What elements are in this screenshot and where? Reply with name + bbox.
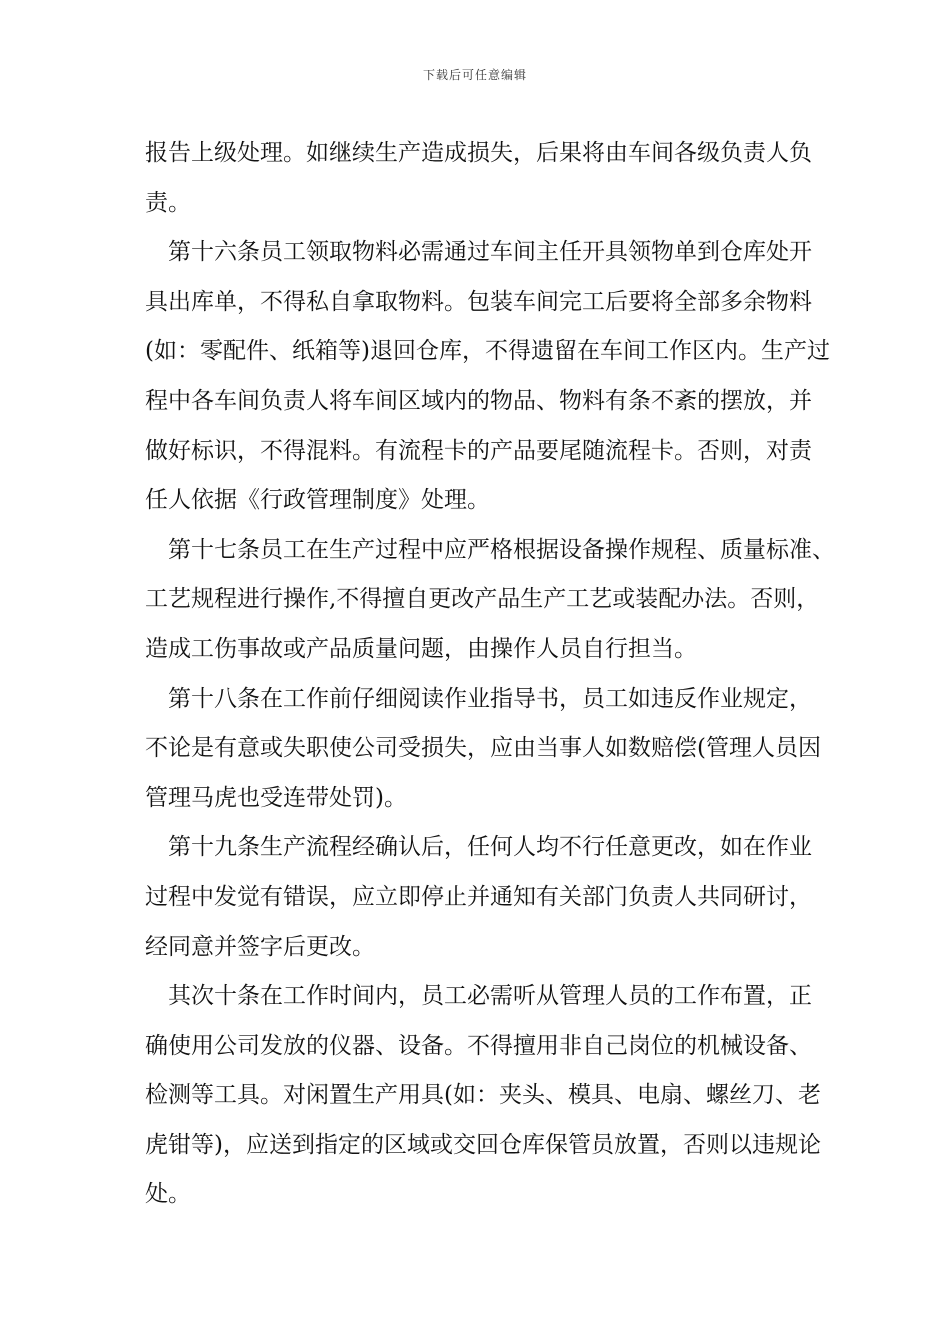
page-header: 下载后可任意编辑 <box>422 68 527 82</box>
text-line: 第十七条员工在生产过程中应严格根据设备操作规程、质量标准、 <box>168 536 835 563</box>
text-line: 不论是有意或失职使公司受损失，应由当事人如数赔偿(管理人员因 <box>145 735 821 762</box>
text-line: 第十八条在工作前仔细阅读作业指导书，员工如违反作业规定， <box>168 685 812 712</box>
text-line: 做好标识，不得混料。有流程卡的产品要尾随流程卡。否则，对责 <box>145 437 812 464</box>
document-body <box>145 129 835 1220</box>
text-line: 处。 <box>145 1181 191 1208</box>
text-line: (如：零配件、纸箱等)退回仓库，不得遗留在车间工作区内。生产过 <box>145 338 830 365</box>
text-line: 检测等工具。对闲置生产用具(如：夹头、模具、电扇、螺丝刀、老 <box>145 1082 821 1109</box>
text-line: 报告上级处理。如继续生产造成损失，后果将由车间各级负责人负 <box>145 140 812 166</box>
text-line: 第十六条员工领取物料必需通过车间主任开具领物单到仓库处开 <box>168 239 812 266</box>
text-line: 第十九条生产流程经确认后，任何人均不行任意更改，如在作业 <box>168 834 812 861</box>
text-line: 虎钳等)，应送到指定的区域或交回仓库保管员放置，否则以违规论 <box>145 1131 821 1158</box>
text-line: 过程中发觉有错误，应立即停止并通知有关部门负责人共同研讨， <box>145 883 812 910</box>
text-line: 任人依据《行政管理制度》处理。 <box>145 487 490 514</box>
text-line: 工艺规程进行操作,不得擅自更改产品生产工艺或装配办法。否则， <box>145 586 820 613</box>
text-line: 管理马虎也受连带处罚)。 <box>145 784 407 811</box>
text-line: 责。 <box>145 189 191 216</box>
text-line: 具出库单，不得私自拿取物料。包装车间完工后要将全部多余物料 <box>145 288 812 315</box>
text-line: 经同意并签字后更改。 <box>145 933 375 960</box>
text-line: 程中各车间负责人将车间区域内的物品、物料有条不紊的摆放，并 <box>145 387 812 414</box>
text-line: 造成工伤事故或产品质量问题，由操作人员自行担当。 <box>145 635 697 662</box>
text-line: 确使用公司发放的仪器、设备。不得擅用非自己岗位的机械设备、 <box>145 1032 812 1059</box>
text-line: 其次十条在工作时间内，员工必需听从管理人员的工作布置，正 <box>168 983 812 1010</box>
